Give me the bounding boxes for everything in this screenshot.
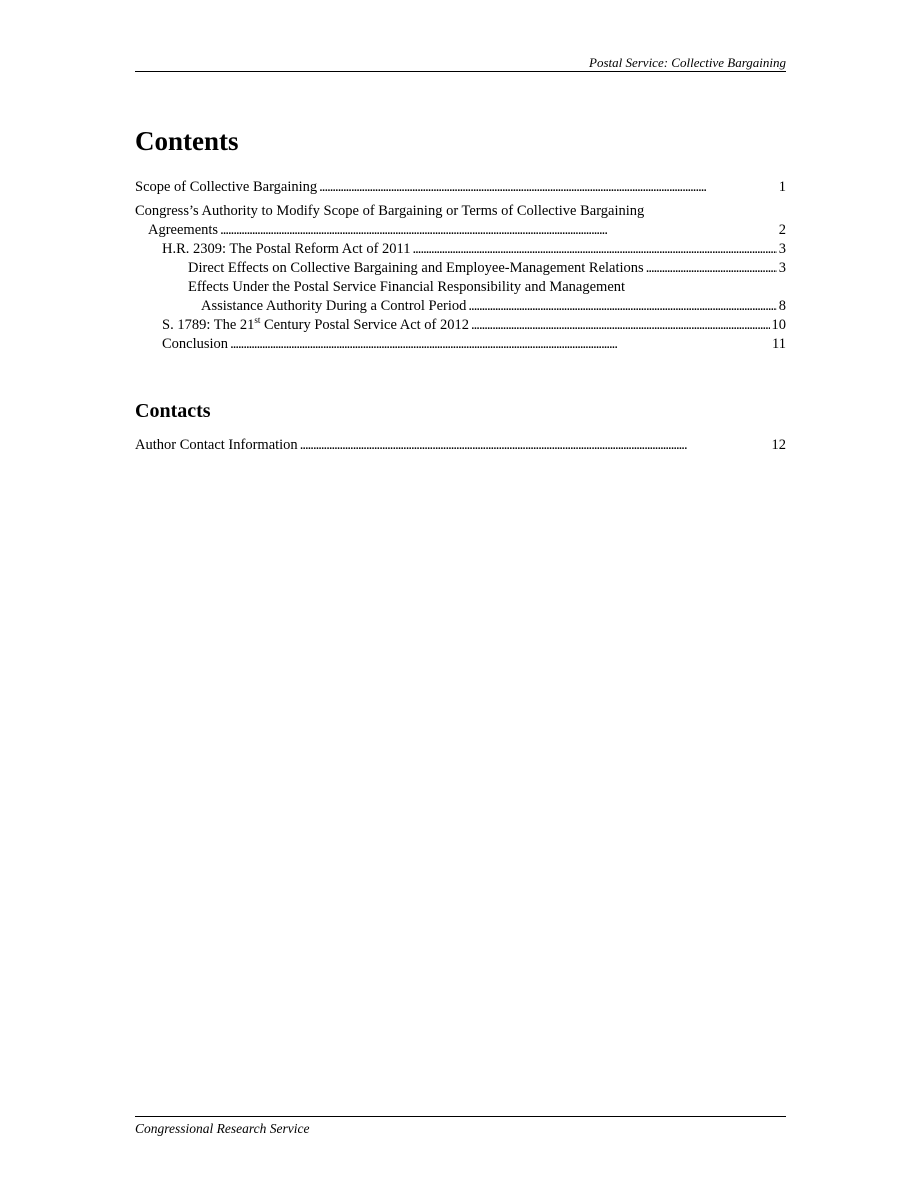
toc-entry-title: S. 1789: The 21st Century Postal Service Act of 2012 (162, 315, 469, 333)
toc-entry-congress-authority[interactable] (135, 202, 786, 240)
toc-page-number: 12 (771, 437, 786, 453)
toc-entry-control-period-effects[interactable] (135, 278, 786, 316)
running-header-title: Postal Service: Collective Bargaining (589, 55, 786, 70)
toc-entry-title: Direct Effects on Collective Bargaining and Employee-Management Relations (188, 260, 644, 276)
toc-entry-conclusion[interactable] (135, 335, 786, 354)
toc-page-number: 2 (778, 222, 786, 238)
contacts-list (135, 436, 786, 455)
dot-leader (220, 221, 777, 240)
dot-leader (319, 178, 777, 197)
toc-entry-title: Congress’s Authority to Modify Scope of Bargaining or Terms of Collective Bargaining (135, 203, 645, 219)
toc-page-number: 1 (778, 179, 786, 195)
toc-page-number: 8 (778, 298, 786, 314)
toc-page-number: 3 (778, 241, 786, 257)
dot-leader (300, 436, 770, 455)
toc-entry-direct-effects[interactable] (135, 259, 786, 278)
toc-entry-title: Author Contact Information (135, 437, 298, 453)
toc-entry-title: Scope of Collective Bargaining (135, 179, 318, 195)
toc-entry-author-contact[interactable] (135, 436, 786, 455)
toc-page-number: 11 (772, 336, 786, 352)
dot-leader (646, 259, 777, 278)
contacts-heading: Contacts (135, 400, 211, 422)
toc-entry-title-continued: Assistance Authority During a Control Period (201, 298, 467, 314)
toc-entry-scope[interactable] (135, 178, 786, 197)
toc-page-number: 3 (778, 260, 786, 276)
dot-leader (413, 240, 777, 259)
toc-entry-hr-2309[interactable] (135, 240, 786, 259)
running-footer-organization: Congressional Research Service (135, 1121, 310, 1136)
toc-page-number: 10 (771, 317, 786, 333)
header-rule (135, 71, 786, 72)
toc-entry-s-1789[interactable] (135, 316, 786, 335)
toc-entry-title: H.R. 2309: The Postal Reform Act of 2011 (162, 241, 411, 257)
footer-rule (135, 1116, 786, 1117)
toc-entry-title: Conclusion (162, 336, 229, 352)
toc-entry-title-continued: Agreements (148, 222, 219, 238)
contents-heading: Contents (135, 126, 239, 156)
toc-entry-title: Effects Under the Postal Service Financial Responsibility and Management (188, 279, 626, 295)
dot-leader (471, 316, 770, 335)
table-of-contents (135, 178, 786, 354)
dot-leader (230, 335, 770, 354)
dot-leader (468, 297, 776, 316)
